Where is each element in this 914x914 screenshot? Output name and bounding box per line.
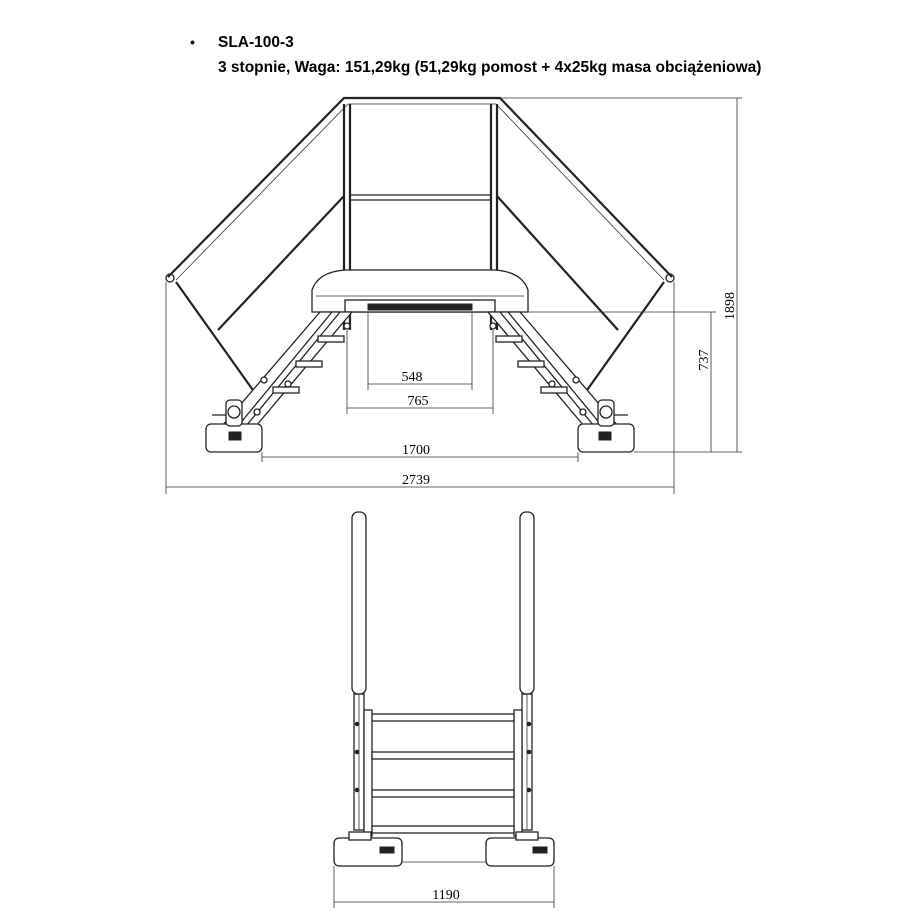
front-view	[166, 98, 742, 494]
left-step-1	[318, 336, 344, 342]
left-stringer-line-2	[246, 312, 340, 426]
tread-1	[372, 752, 514, 759]
side-bolt-3	[355, 788, 359, 792]
right-step-3	[541, 387, 567, 393]
upright-pad-right	[520, 512, 534, 694]
side-ballast-label-left	[380, 847, 394, 853]
tread-2	[372, 790, 514, 797]
side-stringer-right	[514, 710, 522, 836]
upright-pad-left	[352, 512, 366, 694]
bullet: •	[190, 34, 195, 50]
left-bolt-4	[254, 409, 260, 415]
model-title: SLA-100-3	[218, 34, 294, 51]
ballast-label-left	[229, 432, 241, 440]
right-step-1	[496, 336, 522, 342]
side-ballast-label-right	[533, 847, 547, 853]
tread-top	[372, 714, 514, 721]
ballast-pivot-left	[228, 406, 240, 418]
side-view	[334, 512, 554, 908]
side-ballast-mount-left	[349, 832, 371, 840]
right-stringer-line	[500, 312, 594, 426]
side-bolt-4	[527, 722, 531, 726]
right-bolt-1	[490, 323, 496, 329]
dim-765: 765	[407, 394, 429, 409]
left-stringer-line	[238, 312, 332, 426]
dim-548: 548	[401, 370, 423, 385]
right-stringer-line-2	[508, 312, 602, 426]
right-bolt-4	[580, 409, 586, 415]
side-bolt-5	[527, 750, 531, 754]
left-step-2	[296, 361, 322, 367]
dim-1190: 1190	[432, 888, 460, 903]
dim-2739: 2739	[402, 473, 430, 488]
right-step-2	[518, 361, 544, 367]
right-bolt-3	[573, 377, 579, 383]
left-bolt-2	[285, 381, 291, 387]
left-bolt-1	[344, 323, 350, 329]
dim-1700: 1700	[402, 443, 430, 458]
ballast-label-right	[599, 432, 611, 440]
ballast-pivot-right	[600, 406, 612, 418]
platform	[312, 270, 528, 312]
left-step-3	[273, 387, 299, 393]
platform-beam-shadow	[368, 304, 472, 310]
model-description: 3 stopnie, Waga: 151,29kg (51,29kg pomost + 4x25kg masa obciążeniowa)	[218, 59, 762, 76]
side-bolt-2	[355, 750, 359, 754]
dim-1898: 1898	[723, 292, 738, 320]
diag-right-outer	[580, 282, 664, 400]
top-rail	[168, 98, 672, 277]
side-bolt-6	[527, 788, 531, 792]
side-stringer-left	[364, 710, 372, 836]
tread-3	[372, 826, 514, 833]
side-bolt-1	[355, 722, 359, 726]
side-ballast-mount-right	[516, 832, 538, 840]
handrail-frame	[166, 98, 674, 400]
dim-737: 737	[697, 349, 712, 371]
right-bolt-2	[549, 381, 555, 387]
left-bolt-3	[261, 377, 267, 383]
